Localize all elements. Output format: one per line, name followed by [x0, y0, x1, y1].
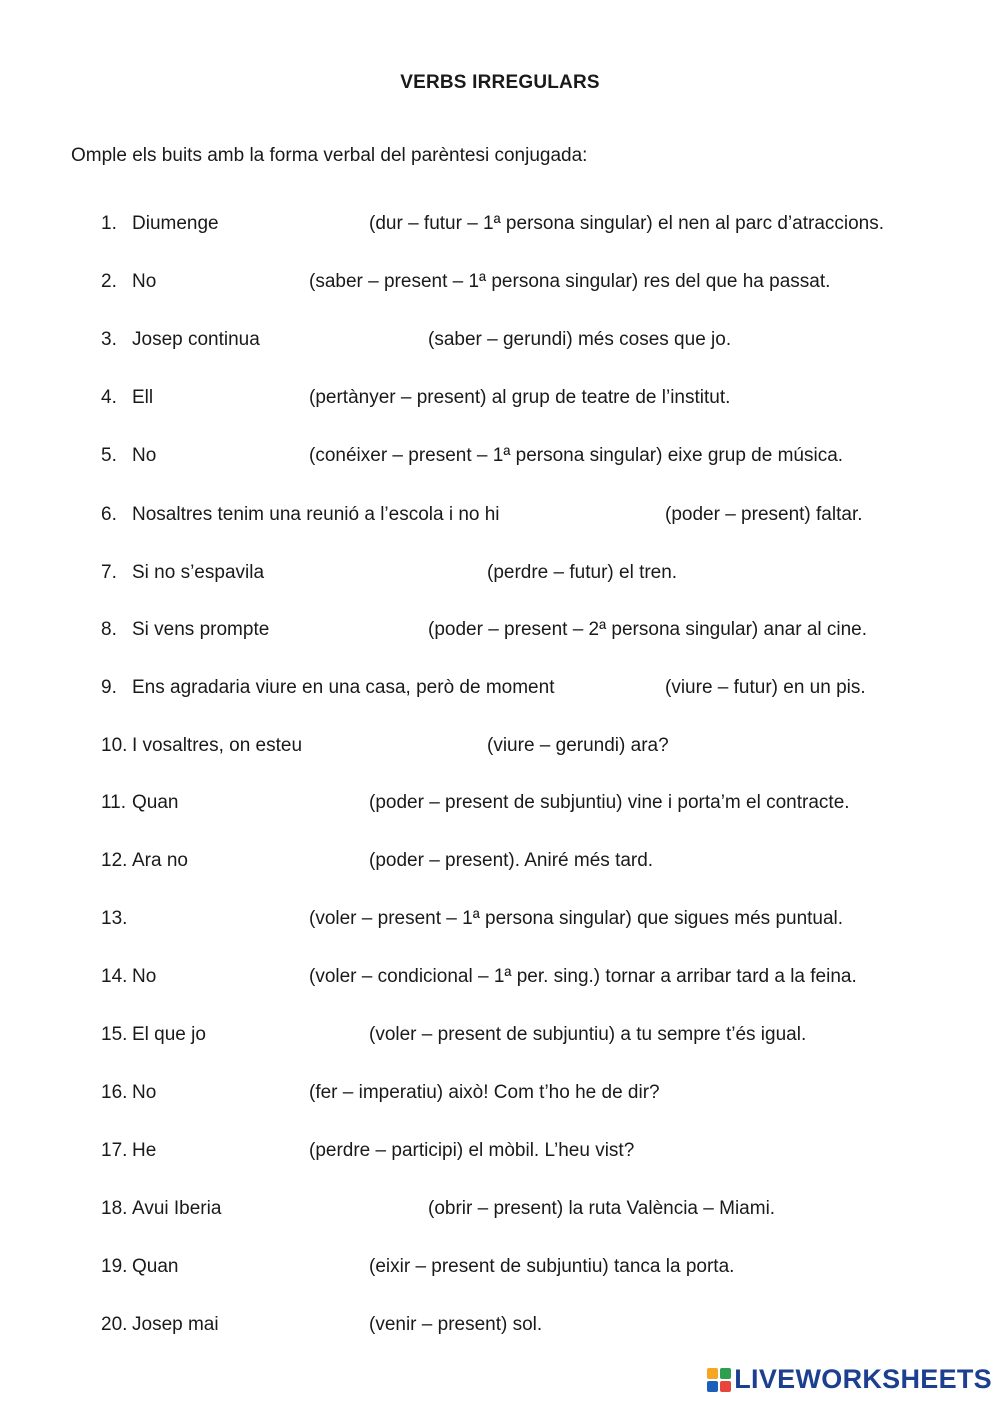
exercise-prefix-text: Quan — [132, 792, 179, 813]
exercise-number: 6. — [101, 504, 117, 525]
exercise-prefix-text: Avui Iberia — [132, 1198, 222, 1219]
exercise-item — [0, 562, 1000, 592]
answer-blank-input[interactable] — [236, 213, 366, 241]
exercise-prefix-text: No — [132, 445, 157, 466]
exercise-rest-text: (perdre – futur) el tren. — [487, 562, 678, 583]
exercise-number: 10. — [101, 735, 128, 756]
exercise-rest-text: (perdre – participi) el mòbil. L’heu vist? — [309, 1140, 635, 1161]
exercise-prefix-text: No — [132, 966, 157, 987]
exercise-rest-text: (obrir – present) la ruta València – Miami. — [428, 1198, 776, 1219]
instruction-text: Omple els buits amb la forma verbal del parèntesi conjugada: — [71, 145, 588, 166]
exercise-prefix-text: I vosaltres, on esteu — [132, 735, 303, 756]
exercise-number: 3. — [101, 329, 117, 350]
exercise-item — [0, 271, 1000, 301]
exercise-item — [0, 1140, 1000, 1170]
answer-blank-input[interactable] — [136, 908, 306, 936]
exercise-number: 2. — [101, 271, 117, 292]
exercise-number: 17. — [101, 1140, 128, 1161]
exercise-rest-text: (venir – present) sol. — [369, 1314, 543, 1335]
liveworksheets-logo-text: LIVEWORKSHEETS — [734, 1364, 992, 1394]
liveworksheets-logo-icon — [707, 1368, 731, 1392]
logo-square-3 — [707, 1381, 718, 1392]
exercise-prefix-text: Josep mai — [132, 1314, 219, 1335]
exercise-number: 20. — [101, 1314, 128, 1335]
answer-blank-input[interactable] — [220, 1024, 366, 1052]
exercise-number: 5. — [101, 445, 117, 466]
exercise-number: 4. — [101, 387, 117, 408]
liveworksheets-logo — [707, 1364, 992, 1395]
exercise-item — [0, 966, 1000, 996]
exercise-rest-text: (poder – present) faltar. — [665, 504, 863, 525]
exercise-prefix-text: Diumenge — [132, 213, 219, 234]
exercise-rest-text: (saber – present – 1ª persona singular) res del que ha passat. — [309, 271, 831, 292]
exercise-item — [0, 1024, 1000, 1054]
answer-blank-input[interactable] — [170, 966, 306, 994]
exercise-item — [0, 1082, 1000, 1112]
answer-blank-input[interactable] — [237, 1198, 425, 1226]
answer-blank-input[interactable] — [174, 1140, 306, 1168]
exercise-prefix-text: Ens agradaria viure en una casa, però de moment — [132, 677, 555, 698]
exercise-item — [0, 677, 1000, 707]
exercise-rest-text: (voler – present de subjuntiu) a tu sempre t’és igual. — [369, 1024, 807, 1045]
exercise-number: 13. — [101, 908, 128, 929]
exercise-number: 18. — [101, 1198, 128, 1219]
answer-blank-input[interactable] — [192, 792, 366, 820]
logo-square-1 — [707, 1368, 718, 1379]
exercise-rest-text: (eixir – present de subjuntiu) tanca la porta. — [369, 1256, 735, 1277]
exercise-rest-text: (saber – gerundi) més coses que jo. — [428, 329, 732, 350]
exercise-prefix-text: El que jo — [132, 1024, 206, 1045]
logo-square-4 — [720, 1381, 731, 1392]
exercise-prefix-text: No — [132, 271, 157, 292]
exercise-rest-text: (pertànyer – present) al grup de teatre de l’institut. — [309, 387, 731, 408]
exercise-item — [0, 908, 1000, 938]
answer-blank-input[interactable] — [531, 504, 662, 532]
exercise-item — [0, 213, 1000, 243]
exercise-item — [0, 792, 1000, 822]
exercise-rest-text: (dur – futur – 1ª persona singular) el nen al parc d’atraccions. — [369, 213, 885, 234]
answer-blank-input[interactable] — [282, 562, 484, 590]
exercise-item — [0, 1314, 1000, 1344]
exercise-number: 14. — [101, 966, 128, 987]
exercise-rest-text: (fer – imperatiu) això! Com t’ho he de dir? — [309, 1082, 660, 1103]
exercise-item — [0, 329, 1000, 359]
exercise-item — [0, 1198, 1000, 1228]
exercise-number: 15. — [101, 1024, 128, 1045]
exercise-number: 16. — [101, 1082, 128, 1103]
answer-blank-input[interactable] — [286, 619, 425, 647]
exercise-prefix-text: He — [132, 1140, 157, 1161]
exercise-item — [0, 735, 1000, 765]
exercise-item — [0, 850, 1000, 880]
exercise-rest-text: (poder – present – 2ª persona singular) anar al cine. — [428, 619, 868, 640]
exercise-number: 9. — [101, 677, 117, 698]
exercise-number: 7. — [101, 562, 117, 583]
logo-square-2 — [720, 1368, 731, 1379]
exercise-number: 8. — [101, 619, 117, 640]
page-title: VERBS IRREGULARS — [400, 72, 600, 93]
answer-blank-input[interactable] — [170, 271, 306, 299]
exercise-item — [0, 1256, 1000, 1286]
answer-blank-input[interactable] — [192, 1256, 366, 1284]
exercise-item — [0, 445, 1000, 475]
exercise-item — [0, 619, 1000, 649]
answer-blank-input[interactable] — [234, 1314, 366, 1342]
exercise-rest-text: (poder – present). Aniré més tard. — [369, 850, 654, 871]
exercise-number: 1. — [101, 213, 117, 234]
exercise-prefix-text: Si vens prompte — [132, 619, 270, 640]
exercise-prefix-text: Ell — [132, 387, 154, 408]
answer-blank-input[interactable] — [276, 329, 425, 357]
exercise-number: 11. — [101, 792, 127, 813]
answer-blank-input[interactable] — [170, 1082, 306, 1110]
exercise-item — [0, 387, 1000, 417]
answer-blank-input[interactable] — [200, 850, 366, 878]
exercise-rest-text: (poder – present de subjuntiu) vine i porta’m el contracte. — [369, 792, 850, 813]
exercise-rest-text: (viure – gerundi) ara? — [487, 735, 669, 756]
answer-blank-input[interactable] — [322, 735, 484, 763]
exercise-rest-text: (voler – condicional – 1ª per. sing.) tornar a arribar tard a la feina. — [309, 966, 857, 987]
exercise-prefix-text: Nosaltres tenim una reunió a l’escola i no hi — [132, 504, 500, 525]
exercise-prefix-text: Josep continua — [132, 329, 260, 350]
exercise-number: 19. — [101, 1256, 128, 1277]
exercise-prefix-text: Quan — [132, 1256, 179, 1277]
exercise-prefix-text: Si no s’espavila — [132, 562, 265, 583]
exercise-rest-text: (conéixer – present – 1ª persona singular) eixe grup de música. — [309, 445, 844, 466]
exercise-number: 12. — [101, 850, 128, 871]
exercise-prefix-text: No — [132, 1082, 157, 1103]
exercise-prefix-text: Ara no — [132, 850, 188, 871]
answer-blank-input[interactable] — [170, 445, 306, 473]
answer-blank-input[interactable] — [589, 677, 662, 705]
exercise-rest-text: (viure – futur) en un pis. — [665, 677, 866, 698]
exercise-item — [0, 504, 1000, 534]
answer-blank-input[interactable] — [164, 387, 306, 415]
exercise-rest-text: (voler – present – 1ª persona singular) que sigues més puntual. — [309, 908, 844, 929]
